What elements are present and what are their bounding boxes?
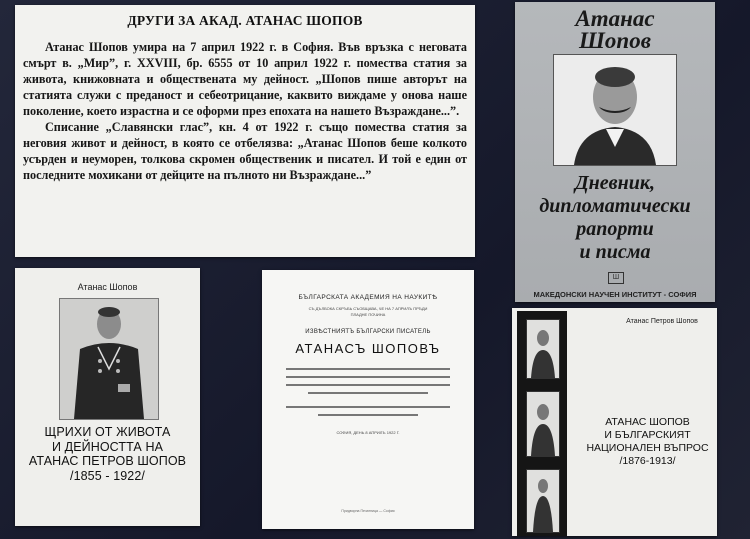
cover-title-3: рапорти bbox=[576, 218, 654, 240]
book-strihi bbox=[15, 268, 200, 526]
document-name: АТАНАСЪ ШОПОВЪ bbox=[295, 341, 441, 356]
obituary-document bbox=[262, 270, 474, 529]
brochure-title bbox=[580, 416, 715, 468]
brochure-title-4: /1876-1913/ bbox=[619, 455, 676, 467]
book-cover-diary bbox=[515, 2, 715, 302]
document-text-line bbox=[286, 406, 450, 408]
strip-photo-2 bbox=[526, 391, 560, 457]
panel-paragraph-1: Атанас Шопов умира на 7 април 1922 г. в София. Във връзка с неговата смърт в. „Мир”, г. XXVIII, бр. 6555 от 10 април 1922 г. помества статия за живота, книжовната и обществената му дейност. „Шопов пише авторът на статията служи с преданост и себеотрицание, каквито виждаме у онова наше поколение, което израстна и се оформи през епохата на нашето Възраждане...”. bbox=[23, 40, 467, 118]
document-text-line bbox=[286, 384, 450, 386]
cover-title-4: и писма bbox=[579, 241, 651, 263]
document-line-2: ПЛАДНЕ ПОЧИНА bbox=[350, 312, 386, 317]
portrait-thumb-icon bbox=[527, 470, 559, 532]
book-left-title-4: /1855 - 1922/ bbox=[70, 468, 145, 483]
strip-photo-3 bbox=[526, 469, 560, 533]
text-panel bbox=[15, 5, 475, 257]
cover-title-1: Дневник, bbox=[575, 172, 655, 194]
book-left-title bbox=[15, 425, 200, 483]
book-left-title-2: И ДЕЙНОСТТА НА bbox=[51, 439, 164, 454]
brochure-title-2: И БЪЛГАРСКИЯТ bbox=[604, 429, 691, 441]
portrait-thumb-icon bbox=[527, 320, 559, 378]
strip-photo-1 bbox=[526, 319, 560, 379]
book-left-author: Атанас Шопов bbox=[77, 282, 138, 292]
photo-strip bbox=[517, 311, 567, 536]
book-left-photo bbox=[59, 298, 159, 420]
cover-author-first: Атанас bbox=[575, 6, 655, 31]
publisher-logo-icon: Ш bbox=[608, 272, 624, 284]
brochure-author: Атанас Петров Шопов bbox=[626, 318, 698, 325]
document-date: СОФИЯ, ДЕНЬ 8 АПРИЛЪ 1922 Г. bbox=[336, 430, 400, 435]
document-line-1: СЪ ДЪЛБОКА СКРЪБЬ СЪОБЩАВА, ЧЕ НА 7 АПРИЛЪ ПРѢДИ bbox=[308, 306, 428, 311]
brochure-national-question bbox=[512, 308, 717, 536]
panel-paragraph-2: Списание „Славянски глас”, кн. 4 от 1922 г. също помества статия за неговия живот и дейност, в която се отбелязва: „Атанас Шопов беше колкото усърден и неуморен, толкова скромен общественик и писател. И той е един от последните мохикани от дейците на пълното ни Възраждане...” bbox=[23, 120, 467, 182]
panel-heading: ДРУГИ ЗА АКАД. АТАНАС ШОПОВ bbox=[127, 13, 363, 28]
cover-publisher: МАКЕДОНСКИ НАУЧЕН ИНСТИТУТ - СОФИЯ bbox=[533, 290, 697, 299]
portrait-photo bbox=[554, 55, 676, 165]
brochure-title-3: НАЦИОНАЛЕН ВЪПРОС bbox=[586, 442, 709, 454]
document-text-line bbox=[286, 368, 450, 370]
document-writer: ИЗВѢСТНИЯТЪ БЪЛГАРСКИ ПИСАТЕЛЬ bbox=[305, 329, 431, 335]
document-text-line bbox=[308, 392, 428, 394]
brochure-title-1: АТАНАС ШОПОВ bbox=[605, 416, 690, 428]
book-left-title-1: ЩРИХИ ОТ ЖИВОТА bbox=[44, 425, 171, 439]
cover-portrait bbox=[553, 54, 677, 166]
book-left-title-3: АТАНАС ПЕТРОВ ШОПОВ bbox=[28, 454, 187, 468]
document-text-line bbox=[286, 376, 450, 378]
uniform-portrait-photo bbox=[60, 299, 158, 419]
document-text-line bbox=[318, 414, 418, 416]
document-footer: Придворна Печатница — София bbox=[341, 509, 395, 513]
cover-author-last: Шопов bbox=[579, 28, 651, 53]
portrait-thumb-icon bbox=[527, 392, 559, 456]
cover-title-2: дипломатически bbox=[539, 195, 691, 217]
document-org: БЪЛГАРСКАТА АКАДЕМИЯ НА НАУКИТѢ bbox=[298, 294, 438, 301]
